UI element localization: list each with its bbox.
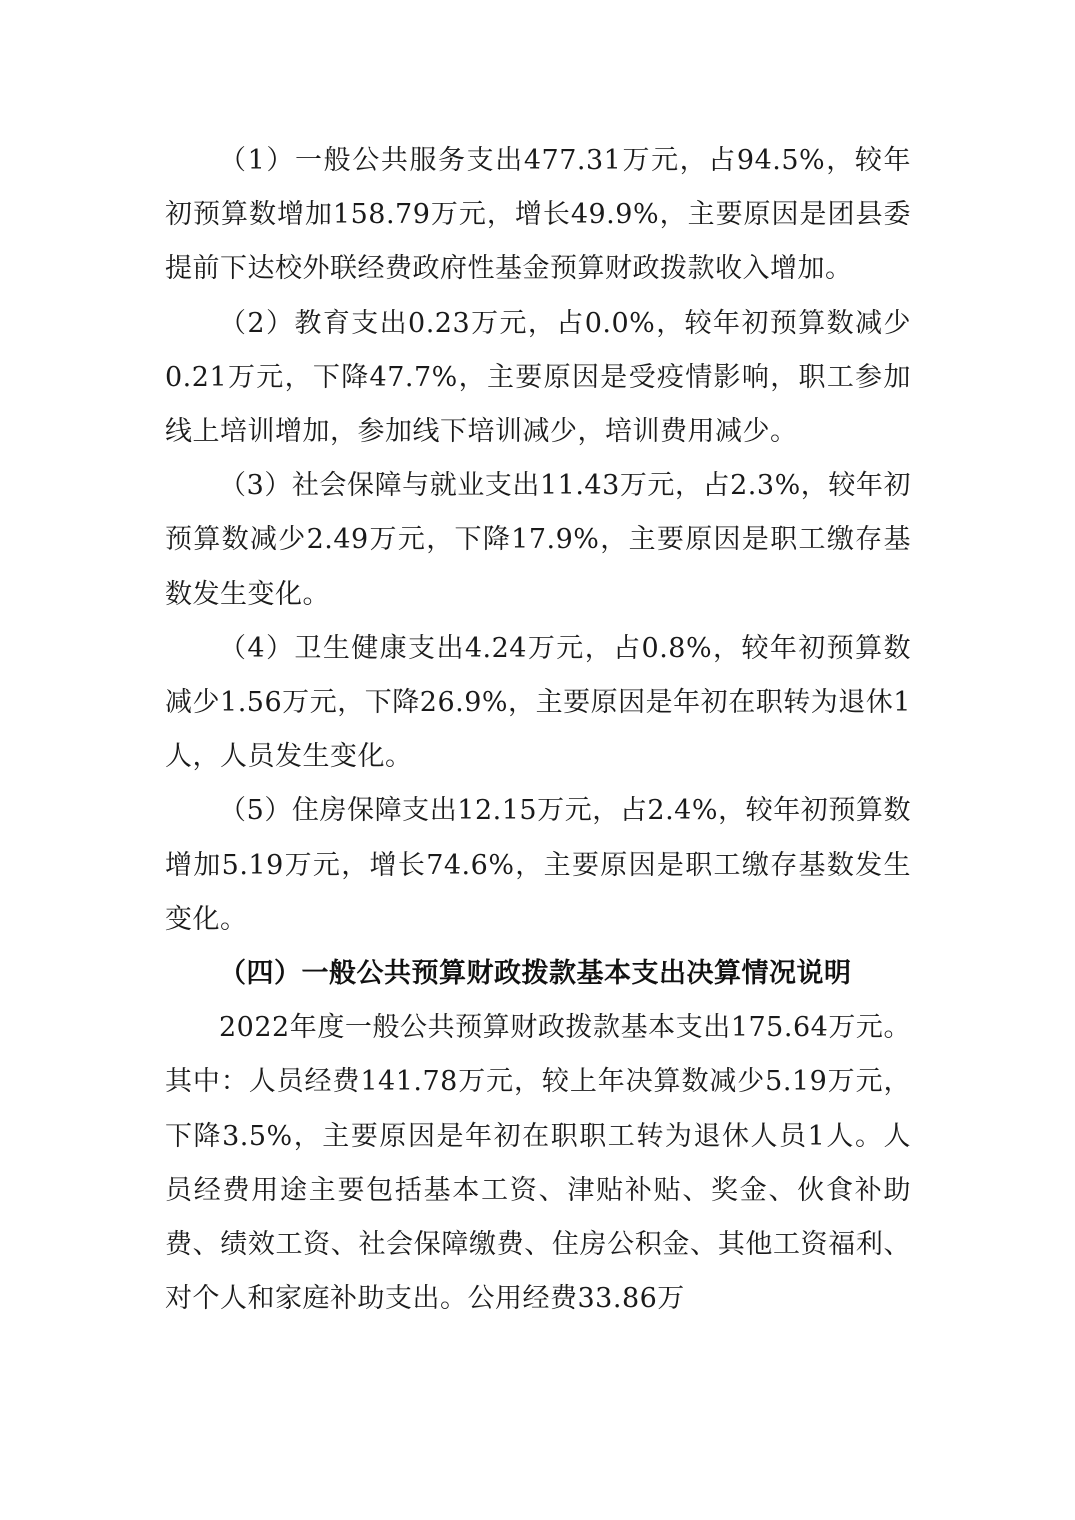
paragraph-housing: （5）住房保障支出12.15万元，占2.4%，较年初预算数增加5.19万元，增长74.6%，主要原因是职工缴存基数发生变化。 bbox=[165, 795, 911, 935]
paragraph-general-public-services: （1）一般公共服务支出477.31万元，占94.5%，较年初预算数增加158.79万元，增长49.9%，主要原因是团县委提前下达校外联经费政府性基金预算财政拨款收入增加。 bbox=[165, 145, 911, 285]
paragraph-social-security: （3）社会保障与就业支出11.43万元，占2.3%，较年初预算数减少2.49万元，下降17.9%，主要原因是职工缴存基数发生变化。 bbox=[165, 470, 911, 610]
paragraph-health: （4）卫生健康支出4.24万元，占0.8%，较年初预算数减少1.56万元，下降26.9%，主要原因是年初在职转为退休1人，人员发生变化。 bbox=[165, 632, 911, 773]
paragraph-basic-expenditure-summary: 2022年度一般公共预算财政拨款基本支出175.64万元。其中：人员经费141.78万元，较上年决算数减少5.19万元，下降3.5%，主要原因是年初在职职工转为退休人员1人。人员经费用途主要包括基本工资、津贴补贴、奖金、伙食补助费、绩效工资、社会保障缴费、住房公积金、其他工资福利、对个人和家庭补助支出。公用经费33.86万 bbox=[165, 1012, 911, 1315]
document-body bbox=[165, 134, 911, 1326]
paragraph-education: （2）教育支出0.23万元，占0.0%，较年初预算数减少0.21万元，下降47.7%，主要原因是受疫情影响，职工参加线上培训增加，参加线下培训减少，培训费用减少。 bbox=[165, 307, 911, 448]
section-heading: （四）一般公共预算财政拨款基本支出决算情况说明 bbox=[219, 958, 852, 990]
